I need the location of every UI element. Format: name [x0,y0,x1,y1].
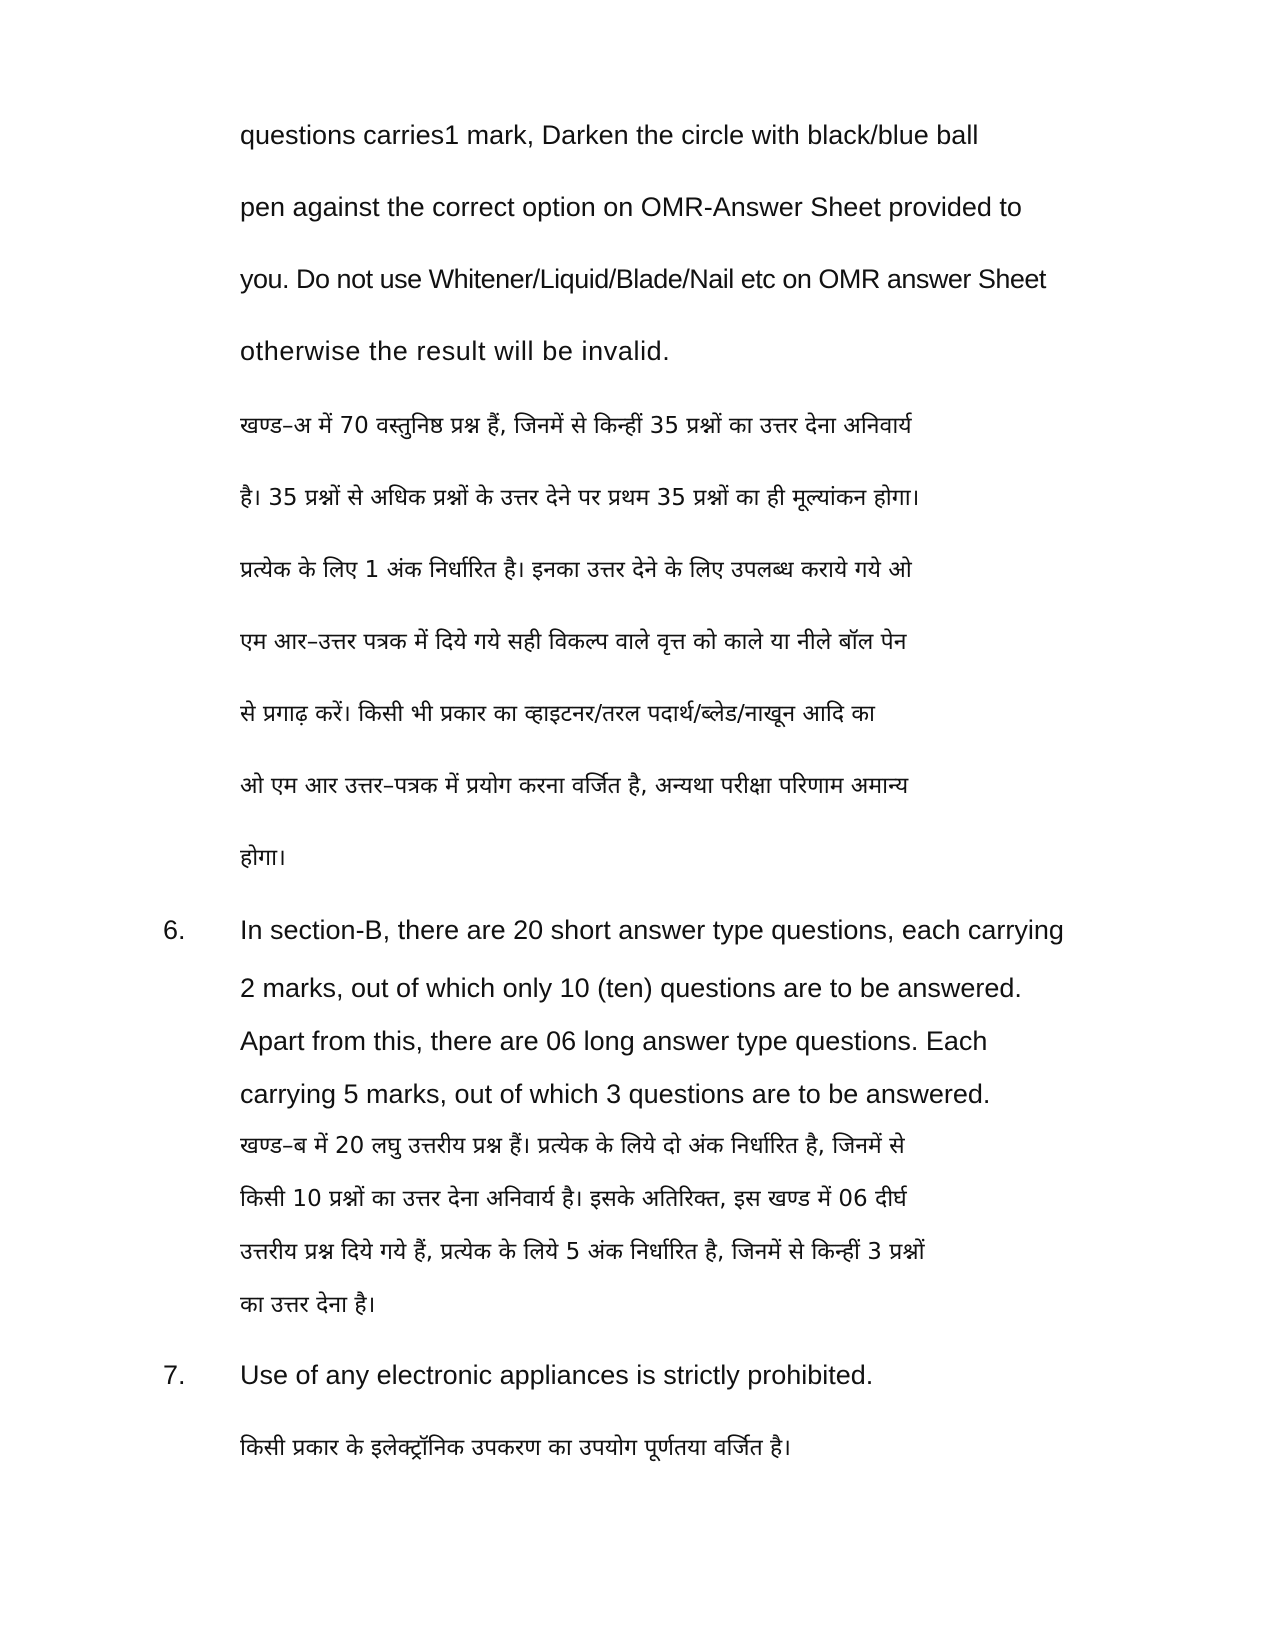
item-number: 7. [163,1360,186,1390]
paragraph-line: carrying 5 marks, out of which 3 questions are to be answered. [240,1079,991,1109]
paragraph-line: you. Do not use Whitener/Liquid/Blade/Nail etc on OMR answer Sheet [240,264,1046,294]
paragraph-line: से प्रगाढ़ करें। किसी भी प्रकार का व्हाइटनर/तरल पदार्थ/ब्लेड/नाखून आदि का [240,701,876,727]
paragraph-line: Use of any electronic appliances is strictly prohibited. [240,1360,874,1390]
paragraph-line: प्रत्येक के लिए 1 अंक निर्धारित है। इनका उत्तर देने के लिए उपलब्ध कराये गये ओ [240,557,912,583]
paragraph-line: का उत्तर देना है। [240,1292,376,1318]
paragraph-line: किसी 10 प्रश्नों का उत्तर देना अनिवार्य है। इसके अतिरिक्त, इस खण्ड में 06 दीर्घ [240,1186,907,1212]
paragraph-line: Apart from this, there are 06 long answer type questions. Each [240,1026,988,1056]
paragraph-line: खण्ड–अ में 70 वस्तुनिष्ठ प्रश्न हैं, जिनमें से किन्हीं 35 प्रश्नों का उत्तर देना अनिवार्य [240,413,912,439]
paragraph-line: उत्तरीय प्रश्न दिये गये हैं, प्रत्येक के लिये 5 अंक निर्धारित है, जिनमें से किन्हीं 3 प्रश्नों [240,1239,925,1265]
paragraph-line: खण्ड–ब में 20 लघु उत्तरीय प्रश्न हैं। प्रत्येक के लिये दो अंक निर्धारित है, जिनमें से [240,1133,905,1159]
paragraph-line: pen against the correct option on OMR-Answer Sheet provided to [240,192,1022,222]
paragraph-line: 2 marks, out of which only 10 (ten) questions are to be answered. [240,973,1022,1003]
item-number: 6. [163,915,186,945]
paragraph-line: questions carries1 mark, Darken the circle with black/blue ball [240,120,979,150]
paragraph-line: otherwise the result will be invalid. [240,336,671,366]
paragraph-line: होगा। [240,845,286,871]
paragraph-line: ओ एम आर उत्तर–पत्रक में प्रयोग करना वर्जित है, अन्यथा परीक्षा परिणाम अमान्य [240,773,909,799]
paragraph-line: किसी प्रकार के इलेक्ट्रॉनिक उपकरण का उपयोग पूर्णतया वर्जित है। [240,1435,791,1461]
paragraph-line: In section-B, there are 20 short answer type questions, each carrying [240,915,1064,945]
paragraph-line: है। 35 प्रश्नों से अधिक प्रश्नों के उत्तर देने पर प्रथम 35 प्रश्नों का ही मूल्यांकन होगा। [240,485,920,511]
paragraph-line: एम आर–उत्तर पत्रक में दिये गये सही विकल्प वाले वृत्त को काले या नीले बॉल पेन [240,629,907,655]
